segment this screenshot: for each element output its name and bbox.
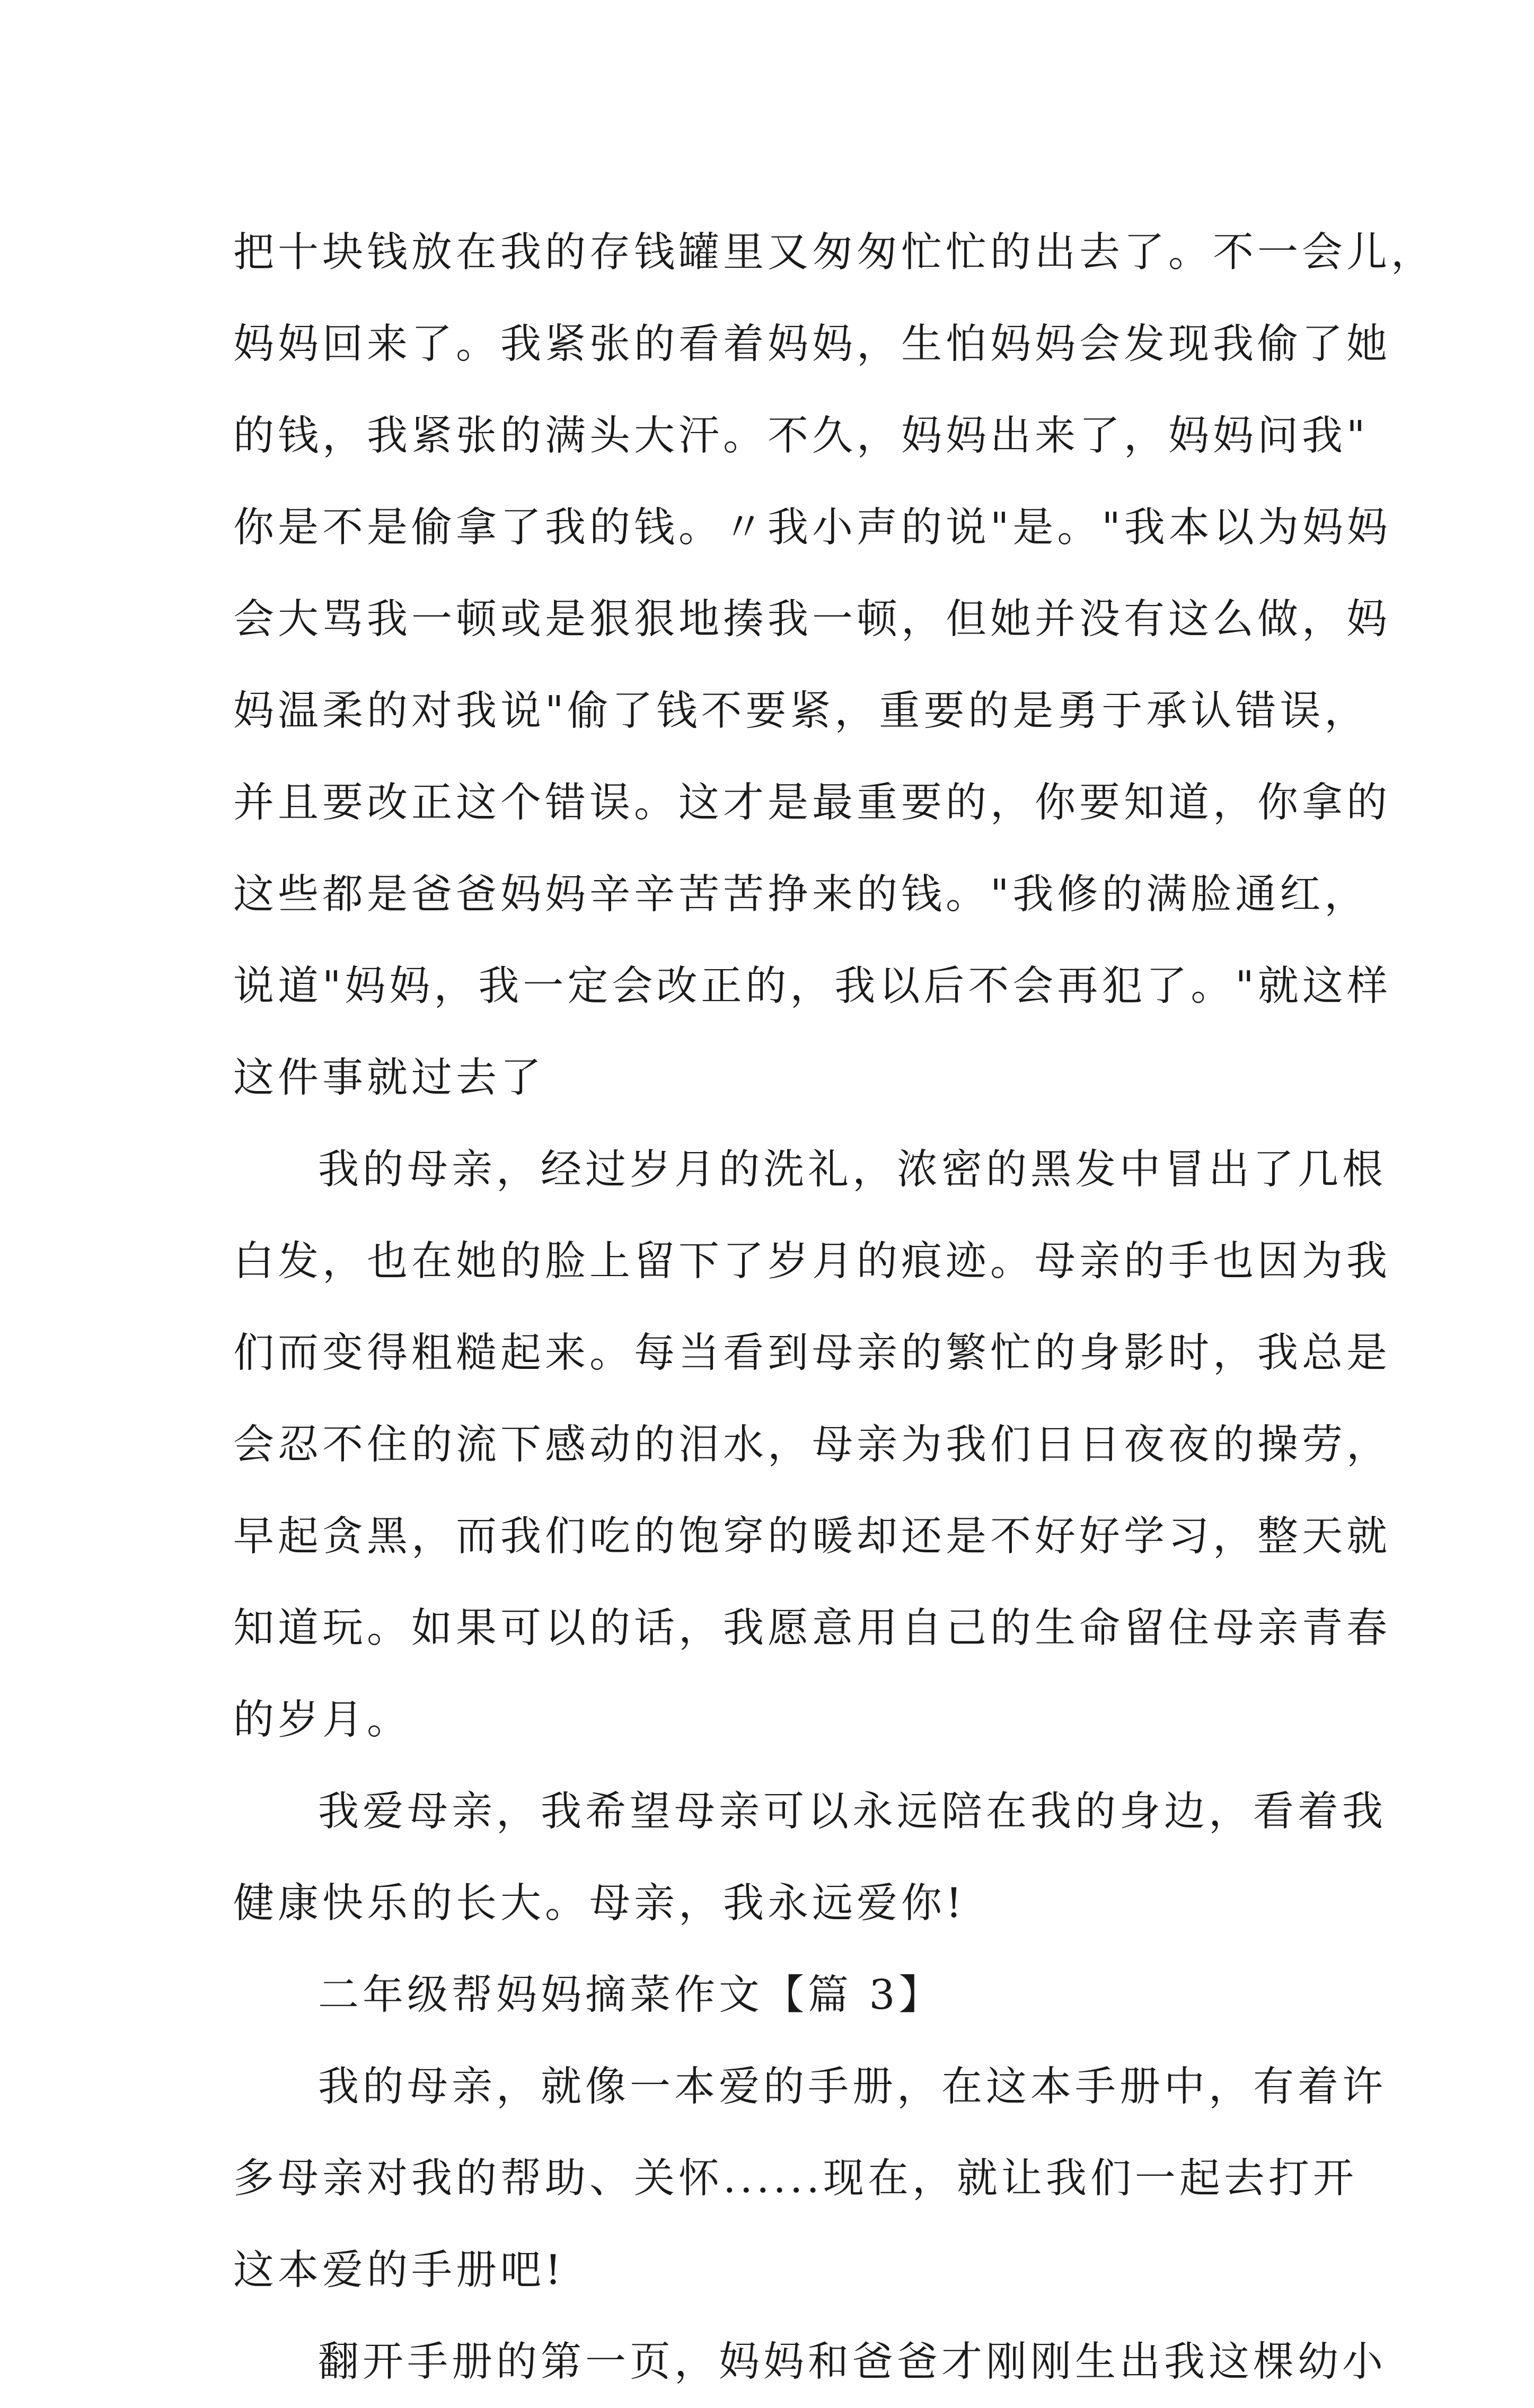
text-line: 会忍不住的流下感动的泪水，母亲为我们日日夜夜的操劳， xyxy=(233,1421,1391,1469)
text-line: 知道玩。如果可以的话，我愿意用自己的生命留住母亲青春 xyxy=(233,1605,1391,1652)
paragraph-first-line: 我的母亲，就像一本爱的手册，在这本手册中，有着许 xyxy=(318,2063,1387,2111)
text-line: 并且要改正这个错误。这才是最重要的，你要知道，你拿的 xyxy=(233,779,1391,827)
text-line: 你是不是偷拿了我的钱。〃我小声的说"是。"我本以为妈妈 xyxy=(233,504,1391,551)
text-line: 的钱，我紧张的满头大汗。不久，妈妈出来了，妈妈问我" xyxy=(233,412,1369,460)
text-line: 会大骂我一顿或是狠狠地揍我一顿，但她并没有这么做，妈 xyxy=(233,596,1391,643)
text-line: 早起贪黑，而我们吃的饱穿的暖却还是不好好学习，整天就 xyxy=(233,1513,1391,1560)
text-line: 这本爱的手册吧! xyxy=(233,2247,565,2294)
text-line: 的岁月。 xyxy=(233,1697,411,1744)
paragraph-first-line: 我的母亲，经过岁月的洗礼，浓密的黑发中冒出了几根 xyxy=(318,1146,1387,1193)
text-line: 多母亲对我的帮助、关怀......现在，就让我们一起去打开 xyxy=(233,2155,1357,2202)
text-line: 这件事就过去了 xyxy=(233,1054,545,1102)
document-body xyxy=(233,207,1435,2408)
text-line: 说道"妈妈，我一定会改正的，我以后不会再犯了。"就这样 xyxy=(233,963,1391,1010)
text-line: 白发，也在她的脸上留下了岁月的痕迹。母亲的手也因为我 xyxy=(233,1238,1391,1285)
text-line: 们而变得粗糙起来。每当看到母亲的繁忙的身影时，我总是 xyxy=(233,1330,1391,1377)
paragraph-first-line: 我爱母亲，我希望母亲可以永远陪在我的身边，看着我 xyxy=(318,1788,1387,1835)
section-heading: 二年级帮妈妈摘菜作文【篇 3】 xyxy=(318,1972,944,2019)
text-line: 妈温柔的对我说"偷了钱不要紧，重要的是勇于承认错误， xyxy=(233,688,1369,735)
text-line: 这些都是爸爸妈妈辛辛苦苦挣来的钱。"我修的满脸通红， xyxy=(233,871,1369,918)
text-line: 健康快乐的长大。母亲，我永远爱你! xyxy=(233,1880,966,1927)
text-line: 把十块钱放在我的存钱罐里又匆匆忙忙的出去了。不一会儿， xyxy=(233,229,1435,276)
paragraph-first-line: 翻开手册的第一页，妈妈和爸爸才刚刚生出我这棵幼小 xyxy=(318,2339,1387,2386)
text-line: 妈妈回来了。我紧张的看着妈妈，生怕妈妈会发现我偷了她 xyxy=(233,321,1391,368)
